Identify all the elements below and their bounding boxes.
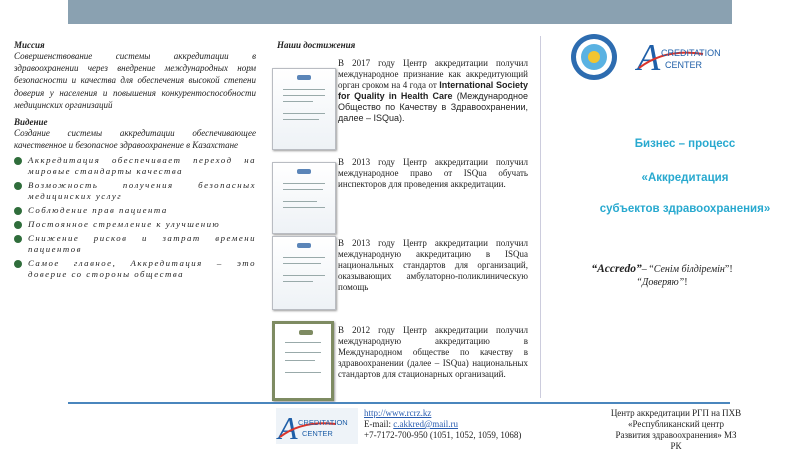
list-item: Самое главное, Аккредитация – это доверие со стороны общества — [14, 258, 256, 280]
certificate-image — [272, 236, 336, 310]
list-item: Аккредитация обеспечивает переход на мировые стандарты качества — [14, 155, 256, 177]
achievement-text: В 2012 году Центр аккредитации получил международную аккредитацию в Международном обществе по качеству в здравоохранении (далее – ISQua) национальных стандартов для стационарных организаций. — [338, 325, 528, 379]
certificate-image — [272, 162, 336, 234]
bullet-icon — [14, 182, 22, 190]
organization-name: Центр аккредитации РГП на ПХВ «Республиканский центр Развития здравоохранения» МЗ РК — [610, 408, 742, 451]
benefits-list — [14, 155, 256, 280]
svg-text:CENTER: CENTER — [665, 60, 703, 70]
achievement-text: В 2013 году Центр аккредитации получил международное право от ISQua обучать инспекторов для проведения аккредитации. — [338, 157, 528, 189]
certificate-image — [272, 68, 336, 150]
svg-text:CREDITATION: CREDITATION — [661, 48, 721, 58]
certificate-image — [272, 321, 334, 401]
top-banner — [68, 0, 732, 24]
list-item: Возможность получения безопасных медицинских услуг — [14, 180, 256, 202]
list-item: Соблюдение прав пациента — [14, 205, 256, 216]
website-link[interactable]: http://www.rcrz.kz — [364, 408, 432, 418]
business-process-line3: субъектов здравоохранения» — [599, 203, 771, 215]
mission-heading: Миссия — [14, 40, 45, 50]
ministry-emblem — [569, 32, 619, 82]
footer-divider — [68, 402, 730, 404]
list-item: Снижение рисков и затрат времени пациентов — [14, 233, 256, 255]
divider — [540, 36, 541, 398]
vision-text: Создание системы аккредитации обеспечивающее качественное и безопасное здравоохранение в Казахстане — [14, 128, 256, 151]
achievement-text: В 2013 году Центр аккредитации получил международную аккредитацию в ISQua национальных стандартов для организаций, оказывающих амбулаторно-поликлиническую помощь — [338, 238, 528, 292]
svg-text:CREDITATION: CREDITATION — [298, 418, 348, 427]
list-item: Постоянное стремление к улучшению — [14, 219, 256, 230]
phone-text: +7-7172-700-950 (1051, 1052, 1059, 1068) — [364, 430, 522, 440]
email-label: E-mail: — [364, 419, 394, 429]
business-process-line2: «Аккредитация — [641, 172, 729, 184]
accreditation-center-logo — [635, 36, 735, 76]
left-column — [14, 40, 256, 283]
bullet-icon — [14, 221, 22, 229]
bullet-icon — [14, 207, 22, 215]
vision-heading: Видение — [14, 117, 48, 128]
bullet-icon — [14, 260, 22, 268]
svg-text:CENTER: CENTER — [302, 429, 333, 438]
bullet-icon — [14, 157, 22, 165]
slogan: “Accredo”– “Сенім білдіремін”! “Доверяю”! — [591, 263, 733, 288]
svg-text:A: A — [278, 410, 298, 444]
achievement-text: В 2017 году Центр аккредитации получил международное признание как аккредитующий орган сроком на 4 года от International Society for Quality in Health Care (Международное Общество по Качеству в Здравоохранении, далее – ISQua). — [338, 58, 529, 123]
bullet-icon — [14, 235, 22, 243]
footer-logo — [276, 408, 358, 444]
svg-text:A: A — [637, 37, 661, 76]
mission-text: Совершенствование системы аккредитации в здравоохранении через внедрение международных норм безопасности и качества для обеспечения высокой степени доверия у населения и повышения конкурентоспособности медицинских организаций — [14, 51, 256, 110]
business-process-line1: Бизнес – процесс — [634, 138, 736, 150]
achievements-heading: Наши достижения — [277, 40, 356, 50]
email-link[interactable]: c.akkred@mail.ru — [393, 419, 459, 429]
footer-contacts — [364, 408, 521, 441]
